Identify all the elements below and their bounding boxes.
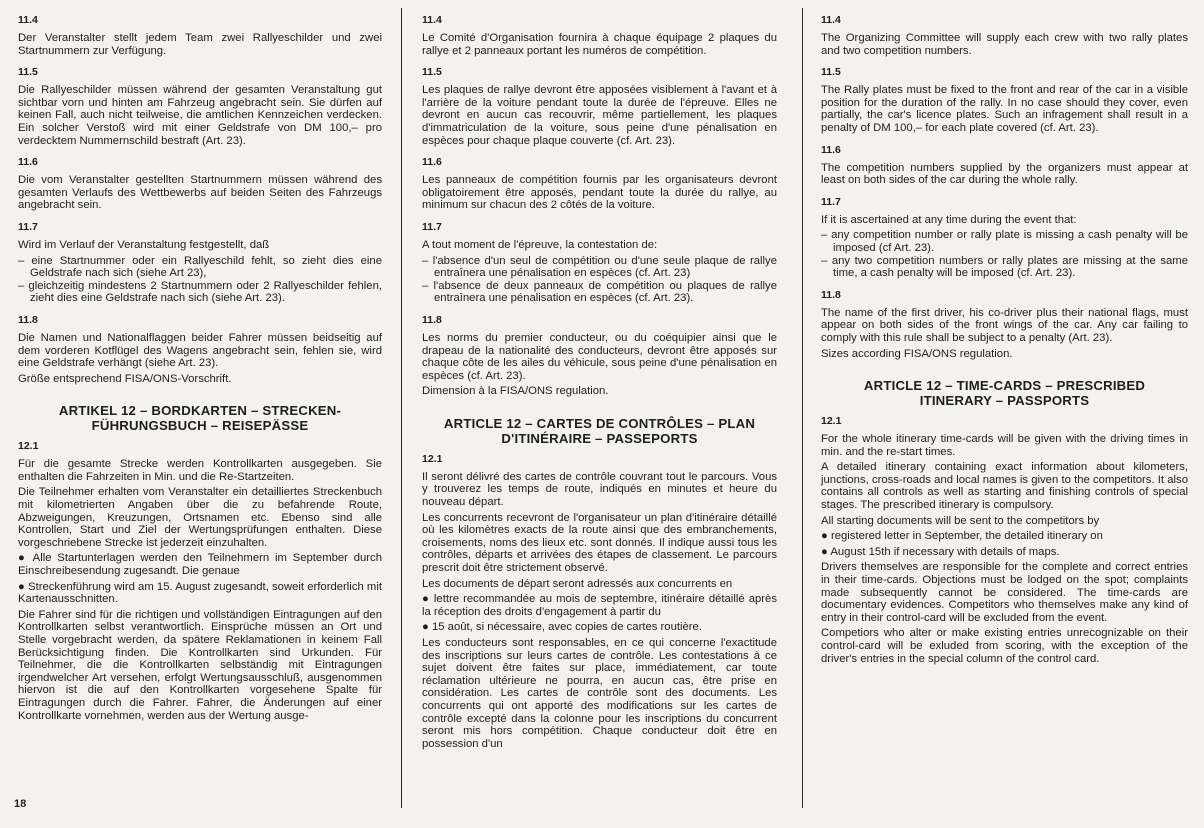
section-intro: Wird im Verlauf der Veranstaltung festgestellt, daß (18, 238, 270, 251)
section-number: 11.7 (422, 220, 442, 233)
article-12-heading (422, 416, 777, 446)
article-heading-line: ARTICLE 12 – CARTES DE CONTRÔLES – PLAN (443, 415, 756, 431)
paragraph: For the whole itinerary time-cards will be given with the driving times in min. and the re-start times. (821, 433, 1188, 458)
paragraph: Der Veranstalter stellt jedem Team zwei Rallyeschilder und zwei Startnummern zur Verfügung. (18, 32, 382, 57)
paragraph: Die vom Veranstalter gestellten Startnummern müssen während des gesamten Verlaufs des Wettbewerbs auf beiden Seiten des Fahrzeugs angebracht sein. (18, 174, 382, 212)
section-number: 11.6 (821, 143, 841, 156)
paragraph: A detailed itinerary containing exact information about kilometers, junctions, cross-roads and local names is given to the competitors. It also contains all controls as well as starting and finishing controls of special stages. The prescribed itinerary is compulsory. (821, 461, 1188, 512)
article-heading-line: ARTIKEL 12 – BORDKARTEN – STRECKEN- (58, 403, 342, 419)
section-number: 11.7 (821, 195, 841, 208)
english-column (803, 0, 1204, 828)
paragraph: Die Teilnehmer erhalten vom Veranstalter ein detailliertes Streckenbuch mit kilometrierten Angaben über die zu befahrende Route, Abzweigungen, Kreuzungen, Ortsnamen etc. Ebenso sind alle Kontrollen, Start und Ziel der Wertungsprüfungen enthalten. Diese vorgeschriebene Strecke ist jederzeit einzuhalten. (18, 486, 382, 549)
german-column (0, 0, 400, 828)
section-number: 11.8 (422, 313, 442, 326)
article-12-heading (821, 378, 1188, 408)
section-number: 12.1 (422, 452, 443, 465)
paragraph: Competiors who alter or make existing entries unrecognizable on their control-card will be exluded from scoring, with the exception of the driver's entries in the special column of the control card. (821, 627, 1188, 665)
paragraph: Les conducteurs sont responsables, en ce qui concerne l'exactitude des inscriptions sur leurs cartes de contrôle. Les contestations à ce sujet doivent être faites sur place, immédiatement, car toute réclamation ultérieure ne pourra, en aucun cas, être prise en considération. Les cartes de contrôle sont des documents. Les concurrents qui ont apporté des modifications sur les cartes de contrôle excepté dans la colonne pour les inscriptions du concurrent seront mis hors compétition. Chaque conducteur doit être en possession d'un (422, 637, 777, 750)
paragraph: The Organizing Committee will supply each crew with two rally plates and two competition numbers. (821, 32, 1188, 57)
article-12-heading (18, 403, 382, 433)
list-item: – gleichzeitig mindestens 2 Startnummern oder 2 Rallyeschilder fehlen, zieht dies eine Geldstrafe nach sich (siehe Art. 23). (18, 279, 382, 305)
paragraph: ● Alle Startunterlagen werden den Teilnehmern im September durch Einschreibesendung zugesandt. Die genaue (18, 552, 382, 578)
paragraph: Die Rallyeschilder müssen während der gesamten Veranstaltung gut sichtbar vorn und hinten am Fahrzeug angebracht sein. Sie dürfen auf keinen Fall, auch nicht teilweise, die amtlichen Kennzeichen verdecken. Ein solcher Verstoß wird mit einer Geldstrafe von DM 100,– pro verdecktem Nummernschild bestraft (Art. 23). (18, 84, 382, 147)
section-11-5 (821, 66, 1188, 134)
section-number: 12.1 (821, 415, 842, 428)
paragraph: The name of the first driver, his co-driver plus their national flags, must appear on both sides of the front wings of the car. Any car failing to comply with this rule shall be subject to a penalty (Art. 23). (821, 306, 1188, 344)
paragraph: Les panneaux de compétition fournis par les organisateurs devront obligatoirement être apposés, pendant toute la durée du rallye, au minimum sur chacun des 2 côtés de la voiture. (422, 174, 777, 212)
list-item: – l'absence de deux panneaux de compétition ou plaques de rallye entraînera une pénalisation en espèces (cf. Art. 23). (422, 279, 777, 305)
section-number: 11.5 (18, 66, 38, 79)
section-11-5 (18, 66, 382, 147)
paragraph: ● lettre recommandée au mois de septembre, itinéraire détaillé après la réception des droits d'engagement à partir du (422, 593, 777, 618)
section-number: 11.5 (422, 66, 442, 79)
paragraph: All starting documents will be sent to the competitors by (821, 514, 1100, 527)
section-number: 11.7 (18, 220, 38, 233)
section-11-4 (422, 14, 777, 57)
section-11-6 (422, 156, 777, 212)
list-item: – l'absence d'un seul de compétition ou d'une seule plaque de rallye entraînera une pénalisation en espèces (cf. Art. 23) (422, 254, 777, 280)
paragraph: Les plaques de rallye devront être apposées visiblement à l'avant et à l'arrière de la voiture pendant toute la durée de l'épreuve. Elles ne devront en aucun cas recouvrir, même partiellement, les plaques d'immatriculation de la voiture, sous peine d'une pénalisation en espèces pour chaque plaque couverte (cf. Art. 23). (422, 84, 777, 147)
paragraph: Sizes according FISA/ONS regulation. (821, 347, 1013, 360)
section-intro: If it is ascertained at any time during the event that: (821, 213, 1077, 226)
paragraph: Les documents de départ seront adressés aux concurrents en (422, 577, 733, 590)
paragraph: ● registered letter in September, the detailed itinerary on (821, 530, 1103, 543)
section-number: 11.4 (18, 14, 38, 26)
french-column (402, 0, 801, 828)
section-11-8 (18, 314, 382, 385)
paragraph: ● 15 août, si nécessaire, avec copies de cartes routière. (422, 621, 702, 634)
article-heading-line: D'ITINÉRAIRE – PASSEPORTS (501, 430, 698, 446)
paragraph: Größe entsprechend FISA/ONS-Vorschrift. (18, 372, 232, 385)
section-11-5 (422, 66, 777, 147)
paragraph: The Rally plates must be fixed to the front and rear of the car in a visible position for the duration of the rally. In no case should they cover, even partially, the car's licence plates. Such an infragement shall result in a penalty of DM 100,– for each plate covered (cf. Art. 23). (821, 84, 1188, 134)
section-intro: A tout moment de l'épreuve, la contestation de: (422, 238, 658, 251)
section-number: 11.6 (18, 156, 38, 169)
paragraph: Dimension à la FISA/ONS regulation. (422, 385, 609, 398)
list-item: – any two competition numbers or rally plates are missing at the same time, a cash penalty will be imposed (cf. Art. 23). (821, 254, 1188, 280)
paragraph: Für die gesamte Strecke werden Kontrollkarten ausgegeben. Sie enthalten die Fahrzeiten in Min. und die Re-Startzeiten. (18, 458, 382, 483)
section-number: 11.5 (821, 66, 841, 79)
paragraph: ● August 15th if necessary with details of maps. (821, 545, 1060, 558)
section-number: 11.8 (821, 288, 841, 301)
section-number: 11.4 (422, 14, 442, 26)
section-11-6 (18, 156, 382, 212)
paragraph: The competition numbers supplied by the organizers must appear at least on both sides of the car during the whole rally. (821, 161, 1188, 187)
section-11-7 (422, 221, 777, 305)
paragraph: Drivers themselves are responsible for the complete and correct entries in their time-cards. Objections must be lodged on the spot; complaints made subsequently cannot be considered. The time-cards are documentary evidences. Competitors who themselves make any kind of entry in their control-card will be excluded from the event. (821, 561, 1188, 624)
paragraph: Les norms du premier conducteur, ou du coéquipier ainsi que le drapeau de la nationalité des conducteurs, devront être apposés sur chaque côte de les ailes du véhicule, sous peine d'une pénalisation en espèces (cf. Art. 23). (422, 331, 777, 382)
section-number: 11.6 (422, 156, 442, 169)
paragraph: Die Fahrer sind für die richtigen und vollständigen Eintragungen auf den Kontrollkarten selbst verantwortlich. Einsprüche müssen an Ort und Stelle vorgebracht werden, da spätere Reklamationen in keinem Fall Berücksichtigung finden. Die Kontrollkarten sind Urkunden. Für Teilnehmer, die die Kontrollkarten selbständig mit Eintragungen irgendwelcher Art versehen, erfolgt Wertungsausschluß, ausgenommen hiervon ist die auf den Kontrollkarten vorgesehene Spalte für Eintragungen durch die Fahrer. Fahrer, die Änderungen auf einer Kontrollkarte vornehmen, werden aus der Wertung ausge- (18, 608, 382, 722)
paragraph: Die Namen und Nationalflaggen beider Fahrer müssen beidseitig auf dem vorderen Kotflügel des Wagens angebracht sein, fehlen sie, wird eine Geldstrafe verhängt (siehe Art. 23). (18, 331, 382, 370)
section-11-6 (821, 144, 1188, 187)
paragraph: ● Streckenführung wird am 15. August zugesandt, soweit erforderlich mit Kartenausschnitten. (18, 580, 382, 606)
paragraph: Les concurrents recevront de l'organisateur un plan d'itinéraire détaillé où les kilomètres exacts de la route ainsi que des embranchements, croisements, noms des lieux etc. sont donnés. Il indique aussi tous les contrôles, départs et arrivées des étapes de classement. Le parcours prescrit doit être strictement observé. (422, 511, 777, 575)
list-item: – any competition number or rally plate is missing a cash penalty will be imposed (cf Art. 23). (821, 229, 1188, 254)
article-heading-line: ARTICLE 12 – TIME-CARDS – PRESCRIBED (863, 378, 1146, 394)
section-11-4 (18, 14, 382, 57)
section-11-4 (821, 14, 1188, 57)
section-number: 11.4 (821, 14, 841, 26)
section-number: 11.8 (18, 313, 38, 326)
paragraph: Il seront délivré des cartes de contrôle couvrant tout le parcours. Vous y trouverez les temps de route, indiqués en minutes et heure du nouveau départ. (422, 470, 777, 509)
section-11-7 (821, 196, 1188, 280)
paragraph: Le Comité d'Organisation fournira à chaque équipage 2 plaques du rallye et 2 panneaux portant les numéros de compétition. (422, 32, 777, 57)
list-item: – eine Startnummer oder ein Rallyeschild fehlt, so zieht dies eine Geldstrafe nach sich (siehe Art 23), (18, 254, 382, 280)
section-number: 12.1 (18, 440, 39, 453)
section-11-8 (422, 314, 777, 398)
section-11-7 (18, 221, 382, 305)
article-heading-line: FÜHRUNGSBUCH – REISEPÄSSE (91, 418, 309, 434)
section-11-8 (821, 289, 1188, 360)
page-number: 18 (14, 798, 27, 810)
article-heading-line: ITINERARY – PASSPORTS (919, 393, 1090, 409)
